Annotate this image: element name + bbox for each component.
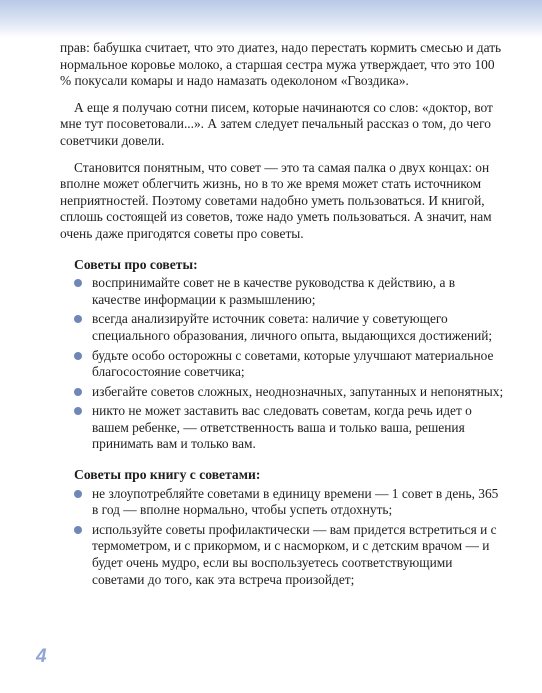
bullet-icon bbox=[74, 315, 82, 323]
bullet-icon bbox=[74, 279, 82, 287]
list-item bbox=[60, 403, 506, 453]
list-item bbox=[60, 311, 506, 344]
list-item bbox=[60, 522, 506, 588]
page-number: 4 bbox=[36, 646, 47, 667]
section-heading-advice-about-advice: Советы про советы: bbox=[74, 256, 198, 272]
list-item-text: будьте особо осторожны с советами, которые улучшают материальное благосостояние советчика; bbox=[92, 347, 494, 380]
list-item-text: избегайте советов сложных, неоднозначных, запутанных и непонятных; bbox=[92, 383, 504, 399]
paragraph-1: прав: бабушка считает, что это диатез, надо перестать кормить смесью и дать нормальное коровье молоко, а старшая сестра мужа утверждает, что это 100 % покусали комары и надо намазать одеколоном «Гвоздика». bbox=[60, 40, 502, 89]
list-item bbox=[60, 275, 506, 308]
list-item-text: никто не может заставить вас следовать советам, когда речь идет о вашем ребенке, — ответственность ваша и только ваша, решения принимать вам и только вам. bbox=[92, 403, 472, 452]
paragraph-3: Становится понятным, что совет — это та самая палка о двух концах: он вполне может облегчить жизнь, но в то же время может стать источником неприятностей. Поэтому советами надобно уметь пользоваться. И книгой, сплошь состоящей из советов, тоже надо уметь пользоваться. А значит, нам очень даже пригодятся советы про советы. bbox=[60, 159, 492, 241]
advice-list-1 bbox=[60, 275, 506, 453]
list-item bbox=[60, 348, 506, 381]
page-content bbox=[60, 40, 506, 591]
bullet-icon bbox=[74, 526, 82, 534]
list-item bbox=[60, 486, 506, 519]
bullet-icon bbox=[74, 407, 82, 415]
bullet-icon bbox=[74, 352, 82, 360]
list-item bbox=[60, 384, 506, 401]
list-item-text: всегда анализируйте источник совета: наличие у советующего специального образования, личного опыта, выдающихся достижений; bbox=[92, 311, 493, 343]
header-gradient-band bbox=[0, 0, 542, 38]
bullet-icon bbox=[74, 388, 82, 396]
bullet-icon bbox=[74, 490, 82, 498]
paragraph-2: А еще я получаю сотни писем, которые начинаются со слов: «доктор, вот мне тут посоветовали...». А затем следует печальный рассказ о том, до чего советчики довели. bbox=[60, 99, 493, 148]
list-item-text: не злоупотребляйте советами в единицу времени — 1 совет в день, 365 в год — вполне нормально, чтобы успеть отдохнуть; bbox=[92, 485, 499, 518]
advice-list-2 bbox=[60, 486, 506, 589]
list-item-text: воспринимайте совет не в качестве руководства к действию, а в качестве информации к размышлению; bbox=[92, 275, 456, 307]
list-item-text: используйте советы профилактически — вам придется встретиться и с термометром, и с прикормом, и с насморком, и с детским врачом — и будет очень мудро, если вы воспользуетесь соответствующими советами до того, как эта встреча произойдет; bbox=[92, 521, 497, 587]
section-heading-advice-about-book: Советы про книгу с советами: bbox=[74, 467, 261, 483]
